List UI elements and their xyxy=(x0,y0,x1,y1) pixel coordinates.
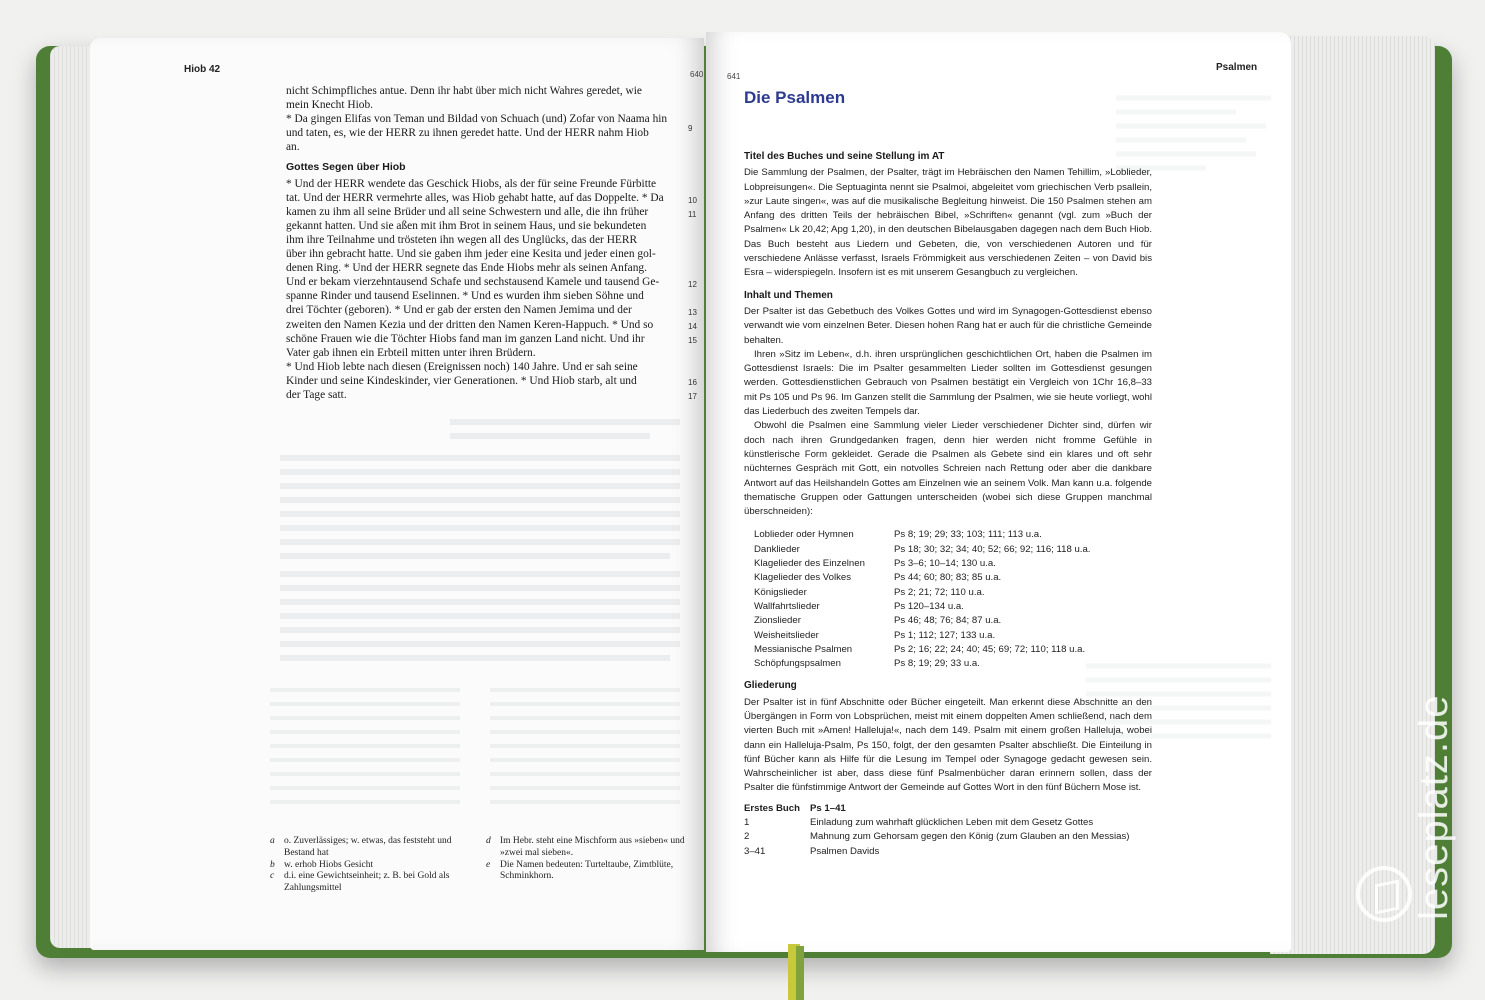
genre-refs: Ps 8; 19; 29; 33 u.a. xyxy=(894,658,980,670)
verse-numbers xyxy=(688,84,700,404)
genre-refs: Ps 18; 30; 32; 34; 40; 52; 66; 92; 116; 118 u.a. xyxy=(894,543,1091,555)
text-line: Kinder und seine Kindeskinder, vier Generationen. * Und Hiob starb, alt und xyxy=(286,374,637,387)
text-line: der Tage satt. xyxy=(286,388,347,401)
book-row-text: Psalmen Davids xyxy=(810,845,880,857)
footnote-key: e xyxy=(486,859,491,870)
genre-row xyxy=(754,528,1152,542)
footnote-text: Die Namen bedeuten: Turteltaube, Zimtblüte, Schminkhorn. xyxy=(500,859,674,882)
genre-row xyxy=(754,543,1152,557)
bleed-through-footnotes xyxy=(270,680,690,830)
genre-refs: Ps 8; 19; 29; 33; 103; 111; 113 u.a. xyxy=(894,529,1042,541)
section-text-content-3: Obwohl die Psalmen eine Sammlung vieler Lieder verschiedener Dichter sind, dürfen wir doch nach ihren Grundgedanken fragen, denn hier werden nicht fromme Gefühle in künstlerische Form gekleidet. Gerade die Psalmen als Gebete sind ein klares und oft sehr nüchternes Gespräch mit Gott, ein notvolles Schreien nach Rettung oder aber die dankbare Antwort auf das Heilshandeln Gottes am Einzelnen wie an seinem Volk. Man kann u.a. folgende thematische Gruppen oder Gattungen unterscheiden (wobei sich diese Gruppen manchmal überschneiden): xyxy=(744,420,1152,518)
genre-name: Weisheitslieder xyxy=(754,629,819,641)
watermark xyxy=(1330,600,1456,930)
book-row xyxy=(744,845,1152,859)
genre-name: Königslieder xyxy=(754,586,807,598)
footnote-key: b xyxy=(270,859,275,870)
verse-number: 9 xyxy=(688,124,693,133)
verse-number: 10 xyxy=(688,196,697,205)
text-line: drei Töchter (geboren). * Und er gab der ersten den Namen Jemima und der xyxy=(286,304,632,317)
right-page-number: 641 xyxy=(727,72,741,81)
bleed-through-text xyxy=(270,410,690,670)
book-row-text: Einladung zum wahrhaft glücklichen Leben mit dem Gesetz Gottes xyxy=(810,817,1094,829)
bookmark-ribbon-2 xyxy=(796,946,804,1000)
page-title: Die Psalmen xyxy=(744,88,846,107)
footnote-text: w. erhob Hiobs Gesicht xyxy=(284,859,374,870)
book-one-table xyxy=(744,802,1152,859)
text-line: kamen zu ihm all seine Brüder und all seine Schwestern und alle, die ihn früher xyxy=(286,205,649,218)
right-running-head: Psalmen xyxy=(1216,62,1258,73)
text-line: gekannt hatten. Und sie aßen mit ihm Brot in seinem Haus, und sie bekundeten xyxy=(286,219,647,232)
section-text-title: Die Sammlung der Psalmen, der Psalter, trägt im Hebräischen den Namen Tehillim, »Loblieder, Lobpreisungen«. Die Septuaginta nennt sie Psalmoi, abgeleitet vom griechischen Verb psallein, »zur Laute singen«, was auf die musikalische Begleitung hinweist. Die 150 Psalmen stehen am Anfang des dritten Teils der hebräischen Bibel, »Schriften« genannt (vgl. zum »Buch der Psalmen« Lk 20,42; Apg 1,20), in den deutschen Bibelausgaben dagegen nach dem Buch Hiob. Das Buch besteht aus Liedern und Gebeten, die, von verschiedenen Autoren und für verschiedene Anlässe verfasst, Israels Frömmigkeit aus verschiedenen Zeiten – von David bis Esra – widerspiegeln. Insofern ist es mit unserem Gesangbuch zu vergleichen. xyxy=(744,167,1152,279)
book-row-text: Mahnung zum Gehorsam gegen den König (zum Glauben an den Messias) xyxy=(810,831,1130,843)
footnote-key: c xyxy=(270,871,275,882)
book-row xyxy=(744,816,1152,830)
genre-refs: Ps 2; 16; 22; 24; 40; 45; 69; 72; 110; 118 u.a. xyxy=(894,643,1086,655)
genre-row xyxy=(754,586,1152,600)
genre-row xyxy=(754,643,1152,657)
verse-number: 17 xyxy=(688,392,697,401)
genre-name: Klagelieder des Einzelnen xyxy=(754,558,865,570)
text-line: zweiten den Namen Kezia und der dritten den Namen Keren-Happuch. * Und so xyxy=(286,318,654,331)
section-heading-content: Inhalt und Themen xyxy=(744,289,833,301)
left-body-text xyxy=(286,84,686,402)
genre-refs: Ps 3–6; 10–14; 130 u.a. xyxy=(894,558,996,570)
right-body-text xyxy=(744,142,1152,865)
text-line: tat. Und der HERR vermehrte alles, was Hiob gehabt hatte, auf das Doppelte. * Da xyxy=(286,191,664,204)
text-line: nicht Schimpfliches antue. Denn ihr habt über mich nicht Wahres geredet, wie xyxy=(286,85,642,97)
text-line: über ihn gebracht hatte. Und sie gaben ihm jeder eine Kesita und jeder einen gol- xyxy=(286,248,656,261)
book-row-num: 3–41 xyxy=(744,845,766,857)
left-running-head: Hiob 42 xyxy=(184,64,221,75)
footnote-text: Im Hebr. steht eine Mischform aus »sieben« und »zwei mal sieben«. xyxy=(500,836,685,858)
footnote xyxy=(270,871,470,895)
book-row xyxy=(744,830,1152,844)
genre-row xyxy=(754,571,1152,585)
text-line: Vater gab ihnen ein Erbteil mitten unter ihren Brüdern. xyxy=(286,346,536,359)
genre-row xyxy=(754,629,1152,643)
book-icon xyxy=(1356,866,1412,922)
genre-name: Klagelieder des Volkes xyxy=(754,572,852,584)
text-line: * Und der HERR wendete das Geschick Hiobs, als der für seine Freunde Fürbitte xyxy=(286,177,657,190)
section-text-structure: Der Psalter ist in fünf Abschnitte oder Bücher eingeteilt. Man erkennt diese Abschnitte an den Übergängen in Form von Lobsprüchen, meist mit einem doppelten Amen schließend, nach dem vierten Buch mit »Amen! Halleluja!«, nach dem 149. Psalm mit einem großen Halleluja, wobei dann ein Halleluja-Psalm, Ps 150, folgt, der den gesamten Psalter abschließt. Die Einteilung in fünf Bücher kann als Hilfe für die Lesung im Tempel oder Synagoge gedacht gewesen sein. Wahrscheinlicher ist aber, dass diese fünf Psalmenbücher daran erinnern sollen, dass der Psalter die fünfstimmige Antwort der Gemeinde auf Gottes Wort in den fünf Büchern Mose ist. xyxy=(744,696,1152,794)
verse-number: 15 xyxy=(688,336,697,345)
left-page-number: 640 xyxy=(690,70,704,79)
text-line: ihm ihre Teilnahme und trösteten ihn wegen all des Unglücks, das der HERR xyxy=(286,233,638,246)
section-text-content-2: Ihren »Sitz im Leben«, d.h. ihren ursprünglichen geschichtlichen Ort, haben die Psalmen im Gottesdienst Israels: Die im Psalter gesammelten Lieder sollten im Gottesdienst gesungen werden. Gottesdienstlichen Gebrauch von Psalmen bestätigt ein Vergleich von 1Chr 16,8–33 mit Ps 105 und Ps 96. Im Ganzen stellt die Sammlung der Psalmen, wie sie heute vorliegt, wohl das Liederbuch des zweiten Tempels dar. xyxy=(744,348,1152,418)
text-line: * Da gingen Elifas von Teman und Bildad von Schuach (und) Zofar von Naama hin xyxy=(286,113,668,126)
footnote-text: o. Zuverlässiges; w. etwas, das feststeht und Bestand hat xyxy=(284,836,452,858)
footnote-text: d.i. eine Gewichtseinheit; z. B. bei Gold als Zahlungsmittel xyxy=(284,871,450,894)
genres-table xyxy=(754,528,1152,671)
section-heading-structure: Gliederung xyxy=(744,680,797,692)
text-line: denen Ring. * Und der HERR segnete das Ende Hiobs mehr als seinen Anfang. xyxy=(286,262,647,275)
text-line: * Und Hiob lebte nach diesen (Ereignissen noch) 140 Jahre. Und er sah seine xyxy=(286,360,638,373)
genre-refs: Ps 120–134 u.a. xyxy=(894,600,964,612)
genre-name: Wallfahrtslieder xyxy=(754,600,820,612)
verse-number: 11 xyxy=(688,210,697,219)
verse-number: 12 xyxy=(688,280,697,289)
book-row-num: 2 xyxy=(744,831,750,843)
book-row xyxy=(744,802,1152,816)
verse-number: 13 xyxy=(688,308,697,317)
text-line: an. xyxy=(286,141,300,154)
section-title: Gottes Segen über Hiob xyxy=(286,161,406,174)
footnote-key: d xyxy=(486,836,491,846)
text-line: spanne Rinder und tausend Eselinnen. * Und es wurden ihm sieben Söhne und xyxy=(286,290,644,303)
genre-name: Danklieder xyxy=(754,543,800,555)
footnote xyxy=(486,860,686,884)
footnote xyxy=(270,860,470,872)
genre-refs: Ps 46; 48; 76; 84; 87 u.a. xyxy=(894,615,1002,627)
text-line: mein Knecht Hiob. xyxy=(286,99,373,112)
genre-row xyxy=(754,600,1152,614)
genre-refs: Ps 1; 112; 127; 133 u.a. xyxy=(894,629,996,641)
book-row-num: Erstes Buch xyxy=(744,802,800,814)
genre-refs: Ps 2; 21; 72; 110 u.a. xyxy=(894,586,985,598)
footnote xyxy=(270,836,470,860)
footnote xyxy=(486,836,686,860)
book-row-num: 1 xyxy=(744,817,750,829)
genre-row xyxy=(754,557,1152,571)
genre-name: Messianische Psalmen xyxy=(754,643,853,655)
text-line: und taten, es, wie der HERR zu ihnen geredet hatte. Und der HERR nahm Hiob xyxy=(286,127,649,140)
genre-name: Zionslieder xyxy=(754,615,801,627)
genre-refs: Ps 44; 60; 80; 83; 85 u.a. xyxy=(894,572,1002,584)
watermark-text: leseplatz.de xyxy=(1412,694,1456,920)
verse-number: 14 xyxy=(688,322,697,331)
genre-row xyxy=(754,614,1152,628)
footnote-key: a xyxy=(270,836,275,846)
book-row-text: Ps 1–41 xyxy=(810,802,846,814)
genre-row xyxy=(754,657,1152,671)
genre-name: Loblieder oder Hymnen xyxy=(754,529,854,541)
text-line: Und er bekam vierzehntausend Schafe und sechstausend Kamele und tausend Ge- xyxy=(286,276,660,289)
genre-name: Schöpfungspsalmen xyxy=(754,658,841,670)
text-line: schöne Frauen wie die Töchter Hiobs fand man im ganzen Land nicht. Und ihr xyxy=(286,332,645,345)
section-heading-title: Titel des Buches und seine Stellung im AT xyxy=(744,151,945,162)
verse-number: 16 xyxy=(688,378,697,387)
section-text-content-1: Der Psalter ist das Gebetbuch des Volkes Gottes und wird im Synagogen-Gottesdienst ebenso verwandt wie vom einzelnen Beter. Diesen hohen Rang hat er auch für die christliche Gemeinde behalten. xyxy=(744,305,1152,346)
